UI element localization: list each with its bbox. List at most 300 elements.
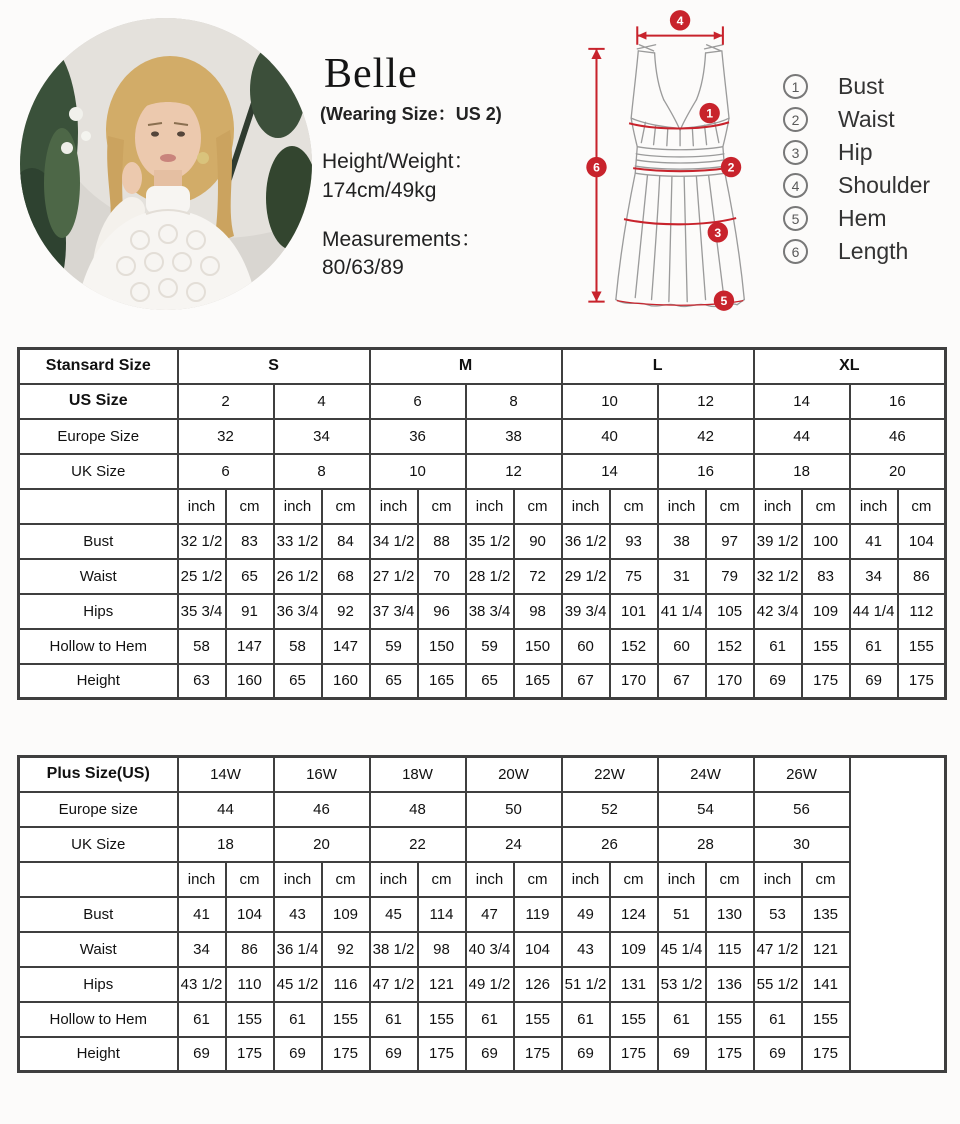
- table-cell: 65: [466, 664, 514, 699]
- table-cell: 115: [706, 932, 754, 967]
- table-cell: 20W: [466, 757, 562, 792]
- table-cell: 79: [706, 559, 754, 594]
- table-cell: Hips: [19, 594, 178, 629]
- table-cell: 152: [610, 629, 658, 664]
- table-row: [19, 757, 946, 792]
- table-cell: 116: [322, 967, 370, 1002]
- table-cell: 35 3/4: [178, 594, 226, 629]
- table-cell: 38 1/2: [370, 932, 418, 967]
- table-cell: 59: [466, 629, 514, 664]
- table-cell: 84: [322, 524, 370, 559]
- table-cell: inch: [562, 862, 610, 897]
- table-cell: 42: [658, 419, 754, 454]
- legend-item-hip: [783, 140, 930, 165]
- table-cell: 10: [562, 384, 658, 419]
- table-cell: 55 1/2: [754, 967, 802, 1002]
- table-cell: 150: [418, 629, 466, 664]
- legend-label: Waist: [838, 106, 895, 132]
- table-cell: 14: [562, 454, 658, 489]
- table-cell: 50: [466, 792, 562, 827]
- table-cell: US Size: [19, 384, 178, 419]
- table-cell: 61: [754, 629, 802, 664]
- table-cell: 135: [802, 897, 850, 932]
- table-cell: 175: [322, 1037, 370, 1072]
- table-row: [19, 827, 946, 862]
- table-cell: 18: [178, 827, 274, 862]
- table-cell: 152: [706, 629, 754, 664]
- table-cell: 38: [466, 419, 562, 454]
- table-cell: 155: [802, 629, 850, 664]
- table-cell: 155: [322, 1002, 370, 1037]
- table-row: [19, 454, 946, 489]
- legend-item-waist: [783, 107, 930, 132]
- model-photo-art: [20, 18, 312, 310]
- table-cell: 86: [898, 559, 946, 594]
- table-cell: 155: [706, 1002, 754, 1037]
- marker-waist: 2: [727, 160, 735, 175]
- table-cell: 101: [610, 594, 658, 629]
- table-cell: cm: [610, 489, 658, 524]
- table-cell: 114: [418, 897, 466, 932]
- table-cell: 32 1/2: [754, 559, 802, 594]
- table-cell: 16: [658, 454, 754, 489]
- table-row: [19, 1037, 946, 1072]
- table-cell: 104: [514, 932, 562, 967]
- table-cell: 36: [370, 419, 466, 454]
- table-cell: inch: [466, 862, 514, 897]
- table-cell: 61: [754, 1002, 802, 1037]
- table-cell: 93: [610, 524, 658, 559]
- table-cell: 20: [850, 454, 946, 489]
- table-cell: 27 1/2: [370, 559, 418, 594]
- table-cell: 53 1/2: [658, 967, 706, 1002]
- table-cell: 28 1/2: [466, 559, 514, 594]
- legend-item-hem: [783, 206, 930, 231]
- legend-label: Hip: [838, 139, 873, 165]
- table-cell: Hollow to Hem: [19, 629, 178, 664]
- table-row: [19, 897, 946, 932]
- table-row: [19, 862, 946, 897]
- table-cell: 31: [658, 559, 706, 594]
- table-cell: 53: [754, 897, 802, 932]
- table-cell: 47 1/2: [370, 967, 418, 1002]
- table-cell: 52: [562, 792, 658, 827]
- table-cell: 97: [706, 524, 754, 559]
- circled-number-icon: 1: [783, 74, 808, 99]
- table-cell: 51: [658, 897, 706, 932]
- table-cell: 86: [226, 932, 274, 967]
- table-cell: 61: [178, 1002, 226, 1037]
- table-cell: 12: [658, 384, 754, 419]
- table-row: [19, 967, 946, 1002]
- table-cell: 119: [514, 897, 562, 932]
- table-cell: 29 1/2: [562, 559, 610, 594]
- table-cell: 43 1/2: [178, 967, 226, 1002]
- table-cell: cm: [898, 489, 946, 524]
- table-cell: 67: [562, 664, 610, 699]
- legend-label: Length: [838, 238, 909, 264]
- table-cell: 175: [610, 1037, 658, 1072]
- table-cell: 24: [466, 827, 562, 862]
- table-cell: 155: [802, 1002, 850, 1037]
- table-cell: 43: [274, 897, 322, 932]
- table-cell: 175: [802, 1037, 850, 1072]
- table-cell: inch: [658, 862, 706, 897]
- table-cell: inch: [658, 489, 706, 524]
- marker-length: 6: [593, 160, 600, 175]
- legend-item-shoulder: [783, 173, 930, 198]
- table-cell: 83: [802, 559, 850, 594]
- table-cell: 8: [466, 384, 562, 419]
- table-cell: 2: [178, 384, 274, 419]
- table-cell: 63: [178, 664, 226, 699]
- table-cell: 150: [514, 629, 562, 664]
- table-cell: inch: [562, 489, 610, 524]
- legend-item-length: [783, 239, 930, 264]
- marker-hip: 3: [714, 225, 722, 240]
- table-cell: 112: [898, 594, 946, 629]
- circled-number-icon: 2: [783, 107, 808, 132]
- table-cell: 69: [274, 1037, 322, 1072]
- table-cell: 8: [274, 454, 370, 489]
- table-cell: 60: [658, 629, 706, 664]
- table-row: [19, 664, 946, 699]
- table-cell: 35 1/2: [466, 524, 514, 559]
- table-row: [19, 629, 946, 664]
- table-cell: 40: [562, 419, 658, 454]
- table-cell: Hollow to Hem: [19, 1002, 178, 1037]
- table-cell: 46: [850, 419, 946, 454]
- table-cell: 147: [226, 629, 274, 664]
- table-cell: 155: [610, 1002, 658, 1037]
- table-cell: 14W: [178, 757, 274, 792]
- model-photo: [20, 18, 312, 310]
- table-cell: 92: [322, 932, 370, 967]
- table-cell: 69: [754, 664, 802, 699]
- table-cell: cm: [514, 862, 562, 897]
- table-cell: 26 1/2: [274, 559, 322, 594]
- table-cell: 69: [370, 1037, 418, 1072]
- table-cell: 126: [514, 967, 562, 1002]
- table-cell: inch: [754, 862, 802, 897]
- table-cell: 109: [610, 932, 658, 967]
- table-cell: 42 3/4: [754, 594, 802, 629]
- table-cell: 136: [706, 967, 754, 1002]
- table-cell: 24W: [658, 757, 754, 792]
- table-cell: 26: [562, 827, 658, 862]
- table-cell: 83: [226, 524, 274, 559]
- table-cell: 92: [322, 594, 370, 629]
- table-cell: 37 3/4: [370, 594, 418, 629]
- table-cell: 49: [562, 897, 610, 932]
- table-cell: 155: [418, 1002, 466, 1037]
- table-cell: 12: [466, 454, 562, 489]
- table-cell: 109: [802, 594, 850, 629]
- table-cell: inch: [178, 862, 226, 897]
- table-cell: 130: [706, 897, 754, 932]
- table-cell: 41: [178, 897, 226, 932]
- table-cell: inch: [370, 489, 418, 524]
- table-row: [19, 489, 946, 524]
- circled-number-icon: 6: [783, 239, 808, 264]
- table-row: [19, 524, 946, 559]
- table-cell: 32: [178, 419, 274, 454]
- table-cell: 54: [658, 792, 754, 827]
- table-cell: 61: [466, 1002, 514, 1037]
- table-row: [19, 594, 946, 629]
- standard-size-table: [17, 347, 947, 700]
- table-cell: 10: [370, 454, 466, 489]
- circled-number-icon: 5: [783, 206, 808, 231]
- table-cell: 69: [562, 1037, 610, 1072]
- table-row: [19, 349, 946, 384]
- table-cell: 69: [178, 1037, 226, 1072]
- table-cell: 41 1/4: [658, 594, 706, 629]
- table-cell: inch: [370, 862, 418, 897]
- table-cell: cm: [322, 862, 370, 897]
- table-cell: 105: [706, 594, 754, 629]
- legend-label: Hem: [838, 205, 887, 231]
- table-cell: 22W: [562, 757, 658, 792]
- table-cell: 4: [274, 384, 370, 419]
- dress-measurement-diagram: [572, 4, 780, 320]
- table-cell: 155: [226, 1002, 274, 1037]
- marker-bust: 1: [706, 106, 714, 121]
- table-cell: 60: [562, 629, 610, 664]
- table-cell: Height: [19, 664, 178, 699]
- table-cell: 175: [418, 1037, 466, 1072]
- table-row: [19, 384, 946, 419]
- table-cell: 124: [610, 897, 658, 932]
- table-cell: 49 1/2: [466, 967, 514, 1002]
- table-cell: 16: [850, 384, 946, 419]
- table-cell: 22: [370, 827, 466, 862]
- table-cell: 14: [754, 384, 850, 419]
- measurement-legend: [783, 74, 930, 264]
- table-cell: 6: [370, 384, 466, 419]
- model-name: Belle: [324, 51, 418, 97]
- table-cell: [850, 757, 946, 1072]
- height-weight-label: Height/Weight：: [322, 150, 475, 173]
- table-cell: 59: [370, 629, 418, 664]
- height-weight-value: 174cm/49kg: [322, 179, 437, 202]
- table-cell: inch: [274, 489, 322, 524]
- table-cell: 38 3/4: [466, 594, 514, 629]
- table-row: [19, 419, 946, 454]
- table-cell: 44: [754, 419, 850, 454]
- table-cell: 141: [802, 967, 850, 1002]
- table-cell: [19, 489, 178, 524]
- table-cell: Waist: [19, 559, 178, 594]
- table-cell: 34: [850, 559, 898, 594]
- table-cell: UK Size: [19, 454, 178, 489]
- table-cell: Plus Size(US): [19, 757, 178, 792]
- table-cell: 18W: [370, 757, 466, 792]
- table-cell: 110: [226, 967, 274, 1002]
- table-cell: S: [178, 349, 370, 384]
- table-cell: 72: [514, 559, 562, 594]
- table-cell: 65: [370, 664, 418, 699]
- table-cell: 47 1/2: [754, 932, 802, 967]
- table-cell: M: [370, 349, 562, 384]
- table-cell: Bust: [19, 524, 178, 559]
- table-cell: 32 1/2: [178, 524, 226, 559]
- table-cell: 175: [802, 664, 850, 699]
- table-cell: 25 1/2: [178, 559, 226, 594]
- table-cell: Stansard Size: [19, 349, 178, 384]
- table-cell: inch: [754, 489, 802, 524]
- table-cell: cm: [514, 489, 562, 524]
- table-cell: 75: [610, 559, 658, 594]
- legend-label: Bust: [838, 73, 885, 99]
- table-cell: 20: [274, 827, 370, 862]
- table-cell: UK Size: [19, 827, 178, 862]
- table-cell: cm: [610, 862, 658, 897]
- table-cell: 70: [418, 559, 466, 594]
- table-cell: cm: [706, 489, 754, 524]
- table-cell: 160: [322, 664, 370, 699]
- table-cell: 147: [322, 629, 370, 664]
- table-cell: 104: [226, 897, 274, 932]
- table-cell: 65: [226, 559, 274, 594]
- table-cell: 109: [322, 897, 370, 932]
- wearing-size: (Wearing Size：US 2): [320, 104, 502, 124]
- table-cell: 121: [802, 932, 850, 967]
- table-row: [19, 1002, 946, 1037]
- table-cell: 40 3/4: [466, 932, 514, 967]
- table-cell: Waist: [19, 932, 178, 967]
- table-cell: 18: [754, 454, 850, 489]
- table-cell: 160: [226, 664, 274, 699]
- table-cell: 34: [274, 419, 370, 454]
- table-cell: inch: [850, 489, 898, 524]
- table-cell: cm: [706, 862, 754, 897]
- table-cell: 67: [658, 664, 706, 699]
- table-cell: inch: [178, 489, 226, 524]
- table-cell: 69: [754, 1037, 802, 1072]
- table-cell: 61: [370, 1002, 418, 1037]
- table-cell: cm: [226, 489, 274, 524]
- table-cell: cm: [322, 489, 370, 524]
- table-cell: 98: [514, 594, 562, 629]
- table-cell: 90: [514, 524, 562, 559]
- table-cell: 47: [466, 897, 514, 932]
- table-cell: 69: [850, 664, 898, 699]
- table-cell: 61: [850, 629, 898, 664]
- table-cell: 121: [418, 967, 466, 1002]
- table-row: [19, 932, 946, 967]
- table-cell: cm: [418, 489, 466, 524]
- table-cell: 58: [178, 629, 226, 664]
- table-cell: 26W: [754, 757, 850, 792]
- table-cell: 175: [706, 1037, 754, 1072]
- marker-hem: 5: [720, 294, 728, 309]
- table-cell: 155: [898, 629, 946, 664]
- measurements-label: Measurements：: [322, 228, 482, 251]
- table-cell: Hips: [19, 967, 178, 1002]
- table-cell: 56: [754, 792, 850, 827]
- table-cell: 98: [418, 932, 466, 967]
- plus-size-table: [17, 755, 947, 1073]
- table-cell: 38: [658, 524, 706, 559]
- table-cell: 28: [658, 827, 754, 862]
- table-cell: XL: [754, 349, 946, 384]
- table-cell: 45 1/2: [274, 967, 322, 1002]
- legend-item-bust: [783, 74, 930, 99]
- table-cell: 104: [898, 524, 946, 559]
- table-cell: 170: [610, 664, 658, 699]
- measurements-value: 80/63/89: [322, 256, 404, 279]
- table-cell: 69: [658, 1037, 706, 1072]
- marker-shoulder: 4: [676, 13, 684, 28]
- table-cell: 100: [802, 524, 850, 559]
- table-cell: 45 1/4: [658, 932, 706, 967]
- table-cell: 165: [514, 664, 562, 699]
- table-cell: 88: [418, 524, 466, 559]
- table-cell: 68: [322, 559, 370, 594]
- table-cell: 44: [178, 792, 274, 827]
- table-cell: 39 3/4: [562, 594, 610, 629]
- table-cell: 6: [178, 454, 274, 489]
- table-cell: cm: [226, 862, 274, 897]
- table-cell: 175: [514, 1037, 562, 1072]
- table-cell: cm: [802, 489, 850, 524]
- circled-number-icon: 4: [783, 173, 808, 198]
- table-cell: Europe size: [19, 792, 178, 827]
- table-cell: 34 1/2: [370, 524, 418, 559]
- table-cell: 30: [754, 827, 850, 862]
- table-cell: 44 1/4: [850, 594, 898, 629]
- table-cell: 34: [178, 932, 226, 967]
- table-cell: 175: [226, 1037, 274, 1072]
- table-cell: 51 1/2: [562, 967, 610, 1002]
- table-cell: inch: [274, 862, 322, 897]
- table-cell: 96: [418, 594, 466, 629]
- table-cell: Europe Size: [19, 419, 178, 454]
- table-cell: 61: [658, 1002, 706, 1037]
- table-cell: 175: [898, 664, 946, 699]
- table-cell: 65: [274, 664, 322, 699]
- table-cell: 165: [418, 664, 466, 699]
- circled-number-icon: 3: [783, 140, 808, 165]
- table-cell: 61: [274, 1002, 322, 1037]
- table-cell: [19, 862, 178, 897]
- table-cell: Height: [19, 1037, 178, 1072]
- table-cell: cm: [418, 862, 466, 897]
- table-cell: inch: [466, 489, 514, 524]
- table-cell: 131: [610, 967, 658, 1002]
- legend-label: Shoulder: [838, 172, 931, 198]
- table-cell: Bust: [19, 897, 178, 932]
- table-cell: 170: [706, 664, 754, 699]
- table-cell: 36 1/4: [274, 932, 322, 967]
- table-cell: 16W: [274, 757, 370, 792]
- table-cell: cm: [802, 862, 850, 897]
- table-cell: 33 1/2: [274, 524, 322, 559]
- table-cell: 58: [274, 629, 322, 664]
- table-cell: L: [562, 349, 754, 384]
- table-cell: 39 1/2: [754, 524, 802, 559]
- table-row: [19, 559, 946, 594]
- table-cell: 36 1/2: [562, 524, 610, 559]
- table-cell: 43: [562, 932, 610, 967]
- table-cell: 48: [370, 792, 466, 827]
- table-cell: 155: [514, 1002, 562, 1037]
- table-cell: 61: [562, 1002, 610, 1037]
- table-cell: 46: [274, 792, 370, 827]
- table-cell: 36 3/4: [274, 594, 322, 629]
- table-cell: 91: [226, 594, 274, 629]
